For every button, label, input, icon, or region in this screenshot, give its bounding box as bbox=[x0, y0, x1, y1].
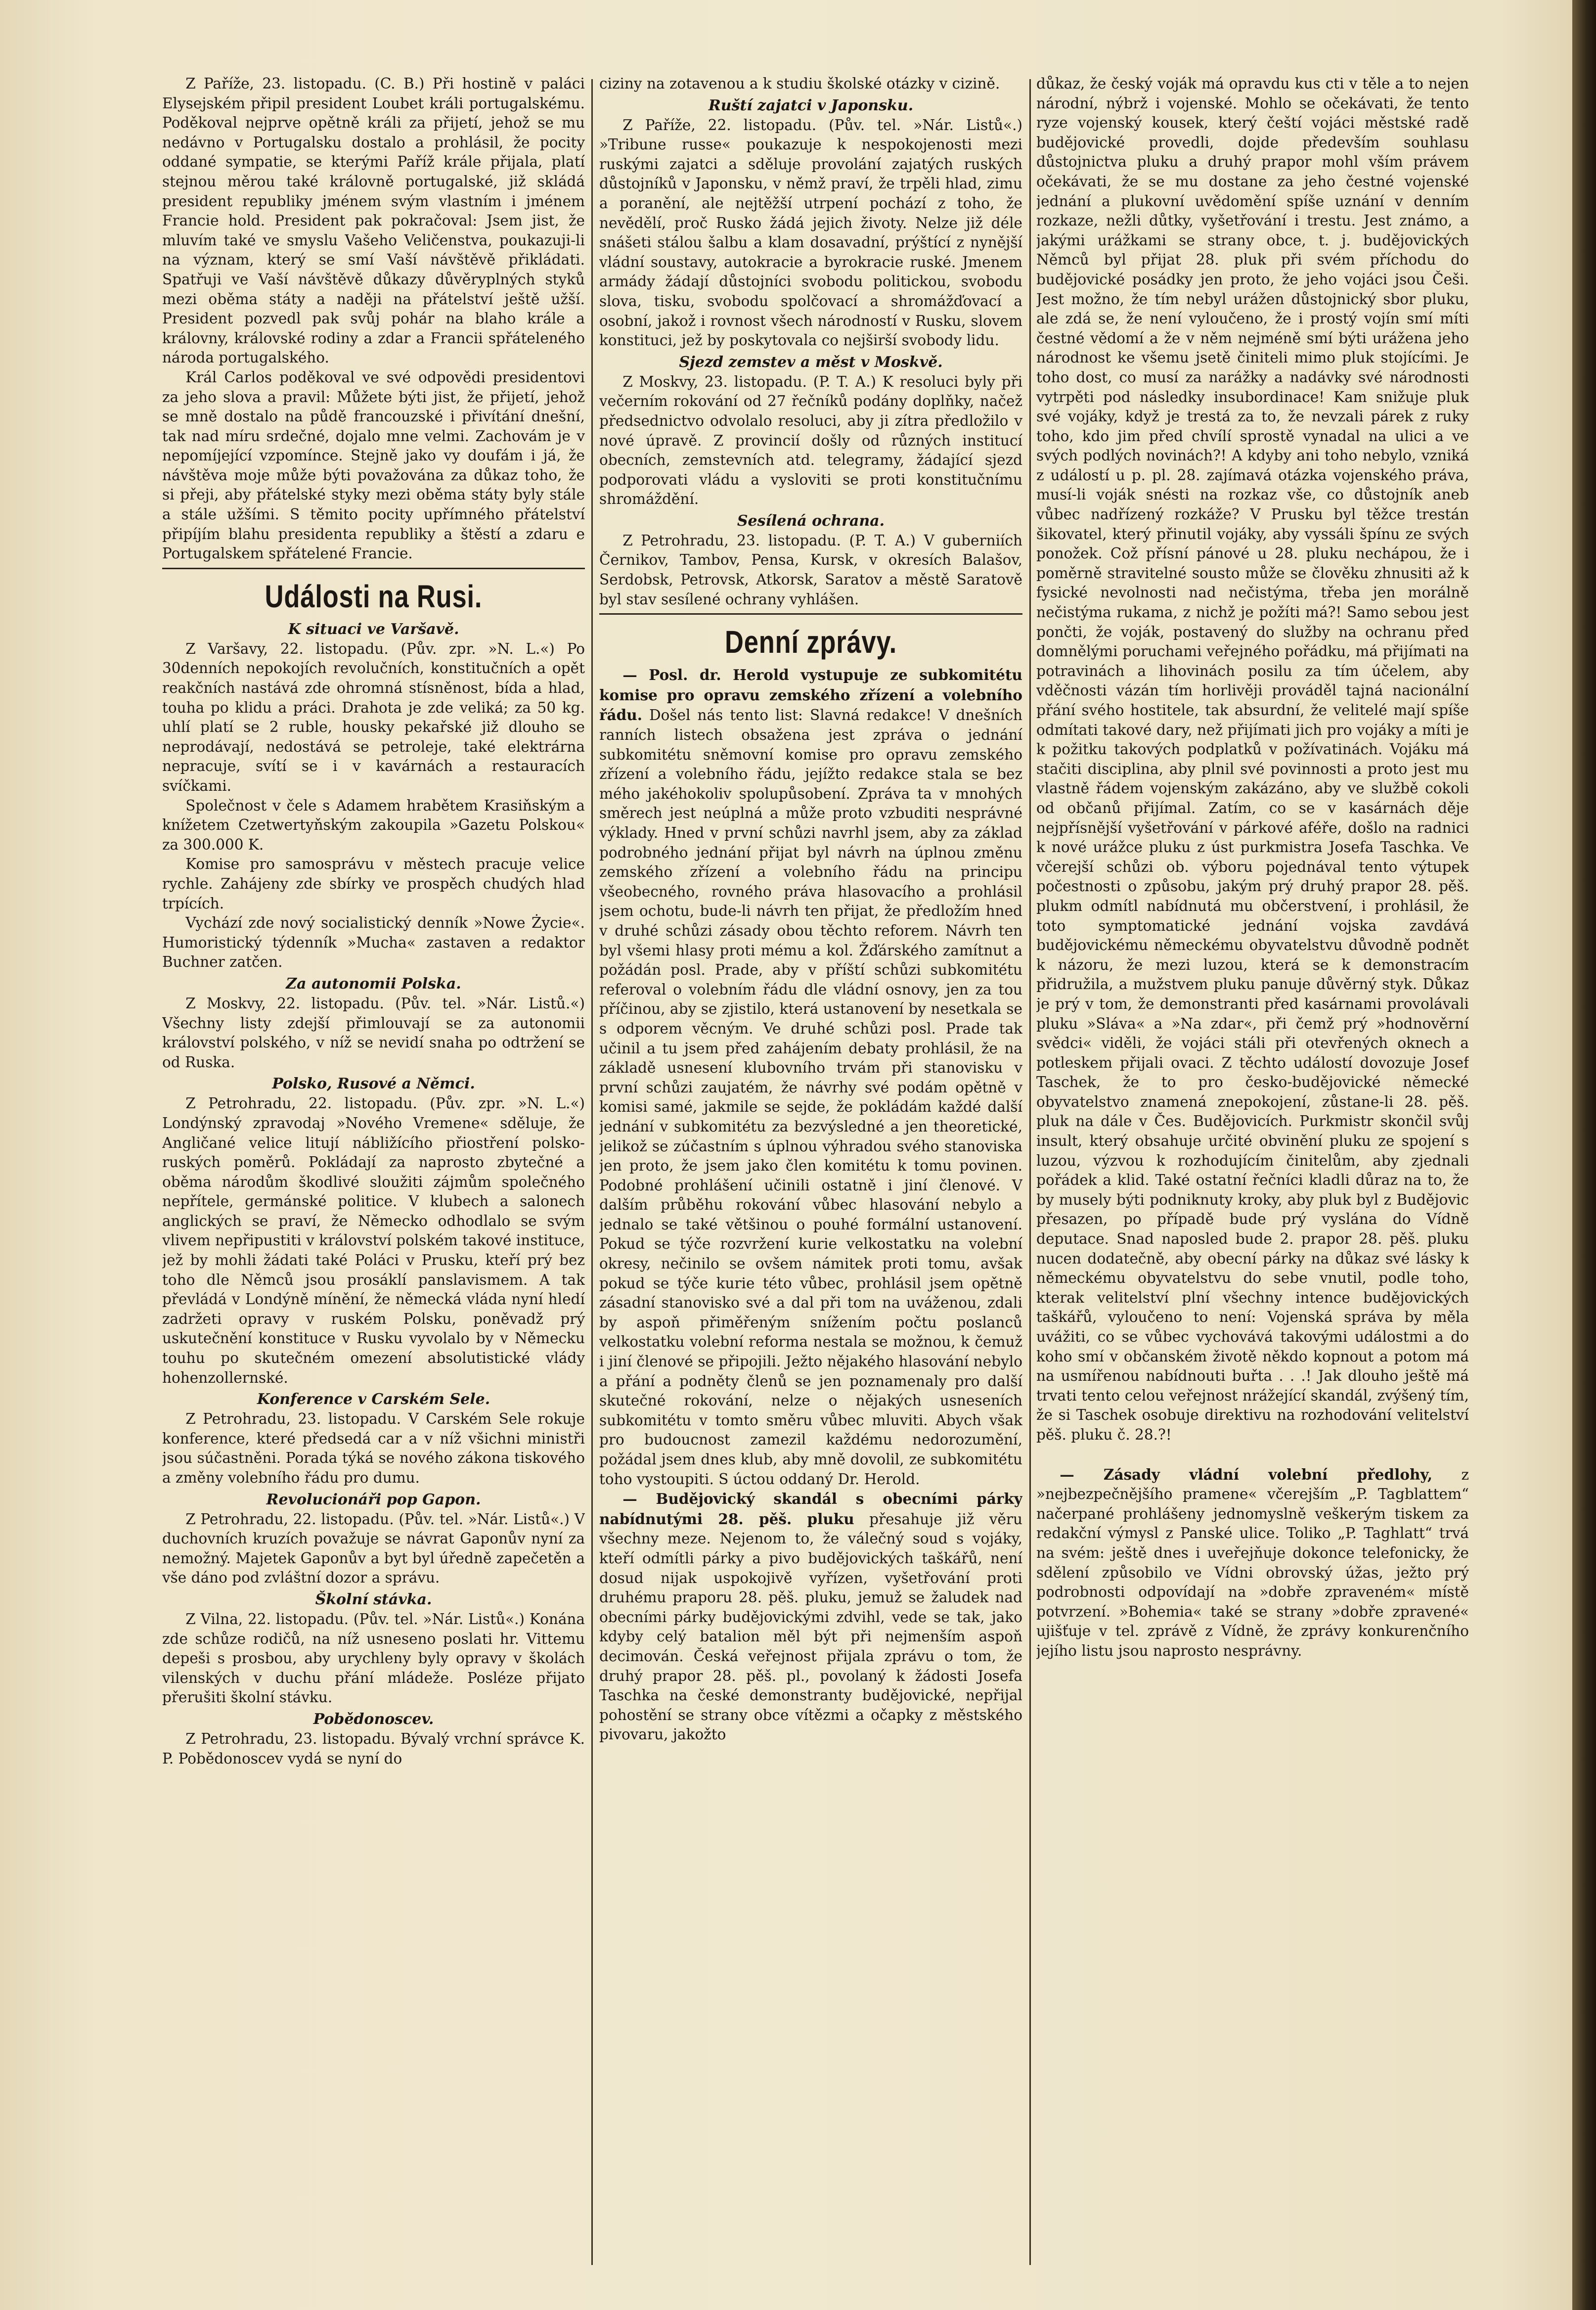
divider bbox=[162, 568, 585, 569]
column-rule bbox=[591, 79, 593, 2265]
column-3 bbox=[1036, 74, 1469, 2265]
section-title: Události na Rusi. bbox=[265, 578, 483, 614]
article-paragraph: Z Petrohradu, 23. listopadu. Bývalý vrchní správce K. P. Pobědonoscev vydá se nyní do bbox=[162, 1730, 585, 1767]
article-paragraph: Z Petrohradu, 23. listopadu. (P. T. A.) V guberniích Černikov, Tambov, Pensa, Kursk, v okresích Balašov, Serdobsk, Petrovsk, Atkorsk, Saratov a městě Saratově byl stav sesílené ochrany vyhlášen. bbox=[599, 532, 1022, 608]
news-text: z »nejbezpečnějšího pramene« včerejším „P. Tagblattem“ načerpané prohlášeny jednomyslně veškerým tiskem za redakční výmysl z Panské ulice. Toliko „P. Taghlatt“ trvá na svém: ještě dnes i uveřejňuje dokonce telefonicky, že sdělení způsobilo ve Vídni obrovský úžas, ježto prý podrobnosti odpovídají na »dobře zpraveném« místě potvrzení. »Bohemia« také se strany »dobře zpravené« ujišťuje v tel. zprávě z Vídně, že zprávy konkurenčního jejího listu jsou naprosto nesprávny. bbox=[1036, 1466, 1469, 1659]
news-heading: — Zásady vládní volební předlohy, bbox=[1060, 1465, 1433, 1483]
news-text: přesahuje již věru všechny meze. Nejenom to, že válečný soud s vojáky, kteří odmítli párky a pivo budějovických taškářů, není dosud nijak uspokojivě vyřízen, vyšetřování proti druhému praporu 28. pěš. pluku, jemuž se žaludek nad obecními párky budějovickými zdvihl, vede se tak, jako kdyby celý batalion měl být při nejmenším aspoň decimován. Česká veřejnost přijala zprávu o tom, že druhý prapor 28. pěš. pl., povolaný k žádosti Josefa Taschka na české demonstranty budějovické, nepřijal pohostění se strany obce vítězmi a očapky z městského pivovaru, jakožto bbox=[599, 1510, 1022, 1743]
article-heading: Sjezd zemstev a měst v Moskvě. bbox=[679, 353, 943, 371]
article-heading: Sesílená ochrana. bbox=[737, 512, 885, 530]
article-heading: Revolucionáři pop Gapon. bbox=[266, 1491, 481, 1508]
article-heading: K situaci ve Varšavě. bbox=[288, 620, 459, 638]
page-edge-shadow bbox=[1572, 0, 1596, 2310]
column-1 bbox=[162, 74, 585, 2265]
column-rule bbox=[1029, 79, 1031, 2265]
news-text: Došel nás tento list: Slavná redakce! V dnešních ranních listech obsažena jest zpráva o jednání subkomitétu sněmovní komise pro opravu zemského zřízení a volebního řádu, jejížto redakce stala se bez mého jakéhokoliv spolupůsobení. Zpráva ta v mnohých směrech jest neúplná a může proto vzbuditi nesprávné výklady. Hned v první schůzi navrhl jsem, aby za základ podrobného jednání přijat byl návrh na úplnou změnu zemského zřízení a volebního řádu na principu všeobecného, rovného práva hlasovacího a prohlásil jsem ochotu, bude-li návrh ten přijat, že předložím hned v druhé schůzi zásady obou těchto reforem. Návrh ten byl všemi hlasy proti mému a kol. Žďárského zamítnut a požádán posl. Prade, aby v příští schůzi subkomitétu referoval o volebním řádu dle vládní osnovy, jen za tou příčinou, aby se zjistilo, která ustanovení by nesetkala se s odporem věcným. Ve druhé schůzi posl. Prade tak učinil a tu jsem před zahájením debaty prohlásil, že na základě usnesení klubovního trvám při stanovisku v první schůzi zaujatém, že návrhy své podám opětně v komisi samé, jakmile se sejde, že pokládám každé další jednání v subkomitétu za bezvýsledné a jen theoretické, jelikož se zúčastním s úplnou výhradou svého stanoviska jen proto, že jsem jako člen komitétu k tomu povinen. Podobné prohlášení učinili ostatně i jiní členové. V dalším průběhu rokování vůbec hlasování nebylo a jednalo se také většinou o pouhé formální ustanovení. Pokud se týče rozvržení kurie velkostatku na volební okresy, nečinilo se ovšem námitek proti tomu, avšak pokud se týče kurie této vůbec, prohlásil jsem opětně zásadní stanovisko své a dal při tom na uváženou, zdali by aspoň přiměřeným snížením počtu poslanců velkostatku volební reforma nestala se možnou, k čemuž i jiní členové se připojili. Ježto nějakého hlasování nebylo a přání a podněty členů se jen poznamenaly pro další skutečné rokování, nelze o nějakých usneseních subkomitétu v tomto směru vůbec mluviti. Abych však pro budoucnost zamezil každému nedorozumění, požádal jsem dnes klub, aby mně dovolil, ze subkomitétu toho vystoupiti. S úctou oddaný Dr. Herold. bbox=[599, 707, 1022, 1488]
article-paragraph: Z Petrohradu, 22. listopadu. (Pův. tel. »Nár. Listů«.) V duchovních kruzích považuje se návrat Gaponův nyní za nemožný. Majetek Gaponův a byt byl úředně zapečetěn a vše dáno pod zvláštní dozor a správu. bbox=[162, 1510, 585, 1586]
article-heading: Ruští zajatci v Japonsku. bbox=[708, 96, 914, 114]
article-heading: Za autonomii Polska. bbox=[286, 975, 461, 993]
article-paragraph: Z Petrohradu, 23. listopadu. V Carském Sele rokuje konference, které předsedá car a v níž všichni ministři jsou súčastněni. Porada týká se nového zákona tiskového a změny volebního řádu pro dumu. bbox=[162, 1410, 585, 1486]
column-2 bbox=[599, 74, 1022, 2265]
article-paragraph: Král Carlos poděkoval ve své odpovědi presidentovi za jeho slova a pravil: Můžete býti jist, že přijetí, jehož se mně dostalo na půdě francouzské i přivítání dnešní, tak nad míru srdečné, dojalo mne velmi. Zachovám je v nepomíjející vzpomínce. Stejně jako vy doufám i já, že návštěva moje může býti považována za důkaz toho, že si přeji, aby přátelské styky mezi oběma státy byly stále a stále užšími. S těmito pocity upřímného přátelství připíjím blahu presidenta republiky a štěstí a zdaru e Portugalskem spřátelené Francie. bbox=[162, 368, 585, 562]
article-paragraph: Z Moskvy, 22. listopadu. (Pův. tel. »Nár. Listů.«) Všechny listy zdejší přimlouvají se za autonomii království polského, v níž se nevidí snaha po odtržení se od Ruska. bbox=[162, 995, 585, 1071]
article-paragraph: Z Vilna, 22. listopadu. (Pův. tel. »Nár. Listů«.) Konána zde schůze rodičů, na níž usneseno poslati hr. Vittemu depeši s prosbou, aby urychleny byly opravy v školách vilenských v duchu přání mládeže. Posléze přijato přerušiti školní stávku. bbox=[162, 1610, 585, 1706]
news-heading: — Posl. dr. Herold vystupuje ze subkomitétu komise pro opravu zemského zřízení a volebního řádu. bbox=[599, 666, 1022, 724]
article-heading: Konference v Carském Sele. bbox=[257, 1391, 490, 1408]
article-paragraph: důkaz, že český voják má opravdu kus cti v těle a to nejen národní, nýbrž i vojenské. Mohlo se očekávati, že tento ryze vojenský kousek, který čeští vojáci městské radě budějovické provedli, dojde především souhlasu důstojnictva pluku a druhý prapor mohl vším právem očekávati, že se mu dostane za jeho čestné vojenské jednání a plukovní uvědomění spíše uznání v denním rozkaze, nežli důtky, vyšetřování i trestu. Jest známo, a jakými urážkami se strany obce, t. j. budějovických Němců byl přijat 28. pluk při svém příchodu do budějovické posádky jen proto, že jeho vojáci jsou Češi. Jest možno, že tím nebyl urážen důstojnický sbor pluku, ale zdá se, že není vyloučeno, že i prostý vojín smí míti čestné vědomí a že v něm nejméně smí býti urážena jeho národnost ke všemu jsetě činiteli mimo pluk stojícími. Je toho dost, co musí za narážky a nadávky své národnosti vytrpěti pod následky insubordinace! Kam snižuje pluk své vojáky, když je trestá za to, že nevzali párek z ruky toho, kdo jim před chvílí sprostě vynadal na ulici a ve svých podlých novinách?! A kdyby ani toho nebylo, vzniká z událostí u p. pl. 28. zajímavá otázka vojenského práva, musí-li voják snésti na rozkaz vše, co důstojník aneb vůbec nadřízený rozkáže? V Prusku byl těžce trestán šikovatel, který přinutil vojáky, aby vyssáli špínu ze svých ponožek. Což přísní pánové u 28. pluku nechápou, že i poměrně stravitelné sousto může se člověku zhnusiti až k fysické nevolnosti nad nečistýma, třeba jen morálně nečistýma rukama, z nichž je požíti má?! Samo sebou jest pončti, že voják, postavený do služby na ochranu před domnělými poruchami veřejného pořádku, má přijímati na potravinách a lihovinách posilu za tím účelem, aby vděčnosti vázán tím horlivěji prováděl tajná nacionální přání svého hostitele, tak absurdní, že velitelé mají spíše odmítati takové dary, než přijímati jich pro vojáky a míti je k požitku takových podplatků v požívatinách. Vojáku má stačiti disciplina, aby plnil své povinnosti a proto jest mu vlastně řádem vojenským zakázáno, aby ve službě cokoli od občanů přijímal. Zatím, co se v kasárnách děje nejpřísnější vyšetřování v párkové aféře, došlo na radnici k nové urážce pluku z úst purkmistra Josefa Taschka. Ve včerejší schůzi ob. výboru pojednával tento výtupek počestnosti o způsobu, jakým prý druhý prapor 28. pěš. plukm odmítl nabídnutá mu občerstvení, i prohlásil, že toto symptomatické jednání vojska zavdává budějovickému německému obyvatelstvu důvodně podnět k názoru, že mezi luzou, která se k demonstracím přidružila, a mužstvem pluku panuje důvěrný styk. Důkaz je prý v tom, že demonstranti před kasárnami provolávali pluku »Sláva« a »Na zdar«, při čemž prý »hodnověrní svědci« viděli, že vojáci stáli při otevřených oknech a potleskem přijali ovaci. Z těchto událostí dovozuje Josef Taschek, že to pro česko-budějovické německé obyvatelstvo znamená znepokojení, zůstane-li 28. pěš. pluk na dále v Čes. Budějovicích. Purkmistr skončil svůj insult, který obsahuje určité obvinění pluku ze spojení s luzou, výzvou k rozhodujícím činitelům, aby zjednali pořádek a klid. Také ostatní řečníci kladli důraz na to, že by musely býti podniknuty kroky, aby pluk byl z Budějovic přesazen, po případě bude prý vyslána do Vídně deputace. Snad naposled bude 2. prapor 28. pěš. pluku nucen dodatečně, aby obecní párky na důkaz své lásky k německému obyvatelstvu do sebe vnutil, podle toho, kterak velitelství plní všechny intence budějovických taškářů, vyloučeno to není: Vojenská správa by měla uvážiti, co se vůbec vychovává takovými událostmi a do koho smí v občanském životě někdo kopnout a potom má na usmířenou nabídnouti buřta . . .! Jak dlouho ještě má trvati tento celou veřejnost nrážející skandál, zvýšený tím, že si Taschek osobuje direktivu na rozhodování velitelství pěš. pluku č. 28.?! bbox=[1036, 75, 1469, 1443]
article-paragraph: Z Paříže, 22. listopadu. (Pův. tel. »Nár. Listů«.) »Tribune russe« poukazuje k nespokojenosti mezi ruskými zajatci a sděluje provolání zajatých ruských důstojníků v Japonsku, v němž praví, že trpěli hlad, zimu a poranění, ale nejtěžší utrpení pochází z toho, že nevědělí, proč Rusko žádá jejich životy. Nelze již déle snášeti stálou šalbu a klam dosavadní, prýštící z nynější vládní soustavy, autokracie a byrokracie ruské. Jmenem armády žádají důstojníci svobodu politickou, svobodu slova, tisku, svobodu spolčovací a shromážďovací a osobní, jakož i rovnost všech národností v Rusku, slovem konstituci, jež by poskytovala co nejširší svobody lidu. bbox=[599, 116, 1022, 349]
article-paragraph: Z Moskvy, 23. listopadu. (P. T. A.) K resoluci byly při večerním rokování od 27 řečníků podány doplňky, načež předsednictvo odvolalo resoluci, aby ji zítra předložilo v nové úpravě. Z provincií došly od různých institucí obecních, zemstevních atd. telegramy, žádající sjezd podporovati vládu a vysloviti se proti konstitučnímu shromáždění. bbox=[599, 373, 1022, 508]
section-title: Denní zprávy. bbox=[725, 624, 897, 660]
article-paragraph: Společnost v čele s Adamem hrabětem Krasiňským a knížetem Czetwertyňským zakoupila »Gazetu Polskou« za 300.000 K. bbox=[162, 797, 585, 853]
article-heading: Polsko, Rusové a Němci. bbox=[272, 1075, 475, 1093]
article-heading: Pobědonoscev. bbox=[313, 1710, 434, 1728]
article-heading: Školní stávka. bbox=[315, 1590, 432, 1608]
article-paragraph: Z Paříže, 23. listopadu. (C. B.) Při hostině v paláci Elysejském připil president Loubet králi portugalskému. Poděkoval nejprve opětně králi za přijetí, jehož se mu nedávno v Portugalsku dostalo a prohlásil, že pocity oddané sympatie, se kterými Paříž krále přijala, platí stejnou měrou také královně portugalské, již skládá president republiky jménem svým vlastním i jménem Francie hold. President pak pokračoval: Jsem jist, že mluvím také ve smyslu Vašeho Veličenstva, poukazuji-li na význam, který se smí Vaší návštěvě přikládati. Spatřuji ve Vaší návštěvě důkazy důvěryplných styků mezi oběma státy a naději na přátelství ještě užší. President pozvedl pak svůj pohár na blaho krále a královny, královské rodiny a zdar a Francii spřáteleného národa portugalského. bbox=[162, 75, 585, 366]
divider bbox=[599, 613, 1022, 615]
article-paragraph: Z Petrohradu, 22. listopadu. (Pův. zpr. »N. L.«) Londýnský zpravodaj »Nového Vremene« sděluje, že Angličané velice litují nábližícího přiostření polsko-ruských poměrů. Pokládají za naprosto zbytečné a oběma národům škodlivé sloužiti zájmům společného nepřítele, germánské politice. V klubech a salonech anglických se praví, že Německo odhodlalo se svým vlivem nepřipustiti v království polském takové instituce, jež by mohli žádati také Poláci v Prusku, kteří prý bez toho dle Němců jsou prosáklí panslavismem. A tak převládá v Londýně mínění, že německá vláda nyní hledí zadržeti opravy v ruském Polsku, poněvadž prý uskutečnění konstituce v Rusku vyvolalo by v Německu touhu po skutečném omezení absolutistické vlády hohenzollernské. bbox=[162, 1095, 585, 1386]
article-paragraph: Komise pro samosprávu v městech pracuje velice rychle. Zahájeny zde sbírky ve prospěch chudých hlad trpících. bbox=[162, 856, 585, 912]
article-paragraph: Vychází zde nový socialistický denník »Nowe Życie«. Humoristický týdenník »Mucha« zastaven a redaktor Buchner zatčen. bbox=[162, 914, 585, 971]
news-heading: — Budějovický skandál s obecními párky nabídnutými 28. pěš. pluku bbox=[599, 1490, 1022, 1528]
article-paragraph: ciziny na zotavenou a k studiu školské otázky v cizině. bbox=[599, 75, 1000, 92]
article-paragraph: Z Varšavy, 22. listopadu. (Pův. zpr. »N. L.«) Po 30denních nepokojích revolučních, konstitučních a opět reakčních nastává zde ohromná stísněnost, bída a hlad, touha po klidu a práci. Drahota je zde veliká; za 50 kg. uhlí platí se 2 ruble, housky pekařské již dlouho se neprodávají, nedostává se petroleje, také elektrárna nepracuje, svítí se i v kavárnách a restauracích svíčkami. bbox=[162, 640, 585, 794]
